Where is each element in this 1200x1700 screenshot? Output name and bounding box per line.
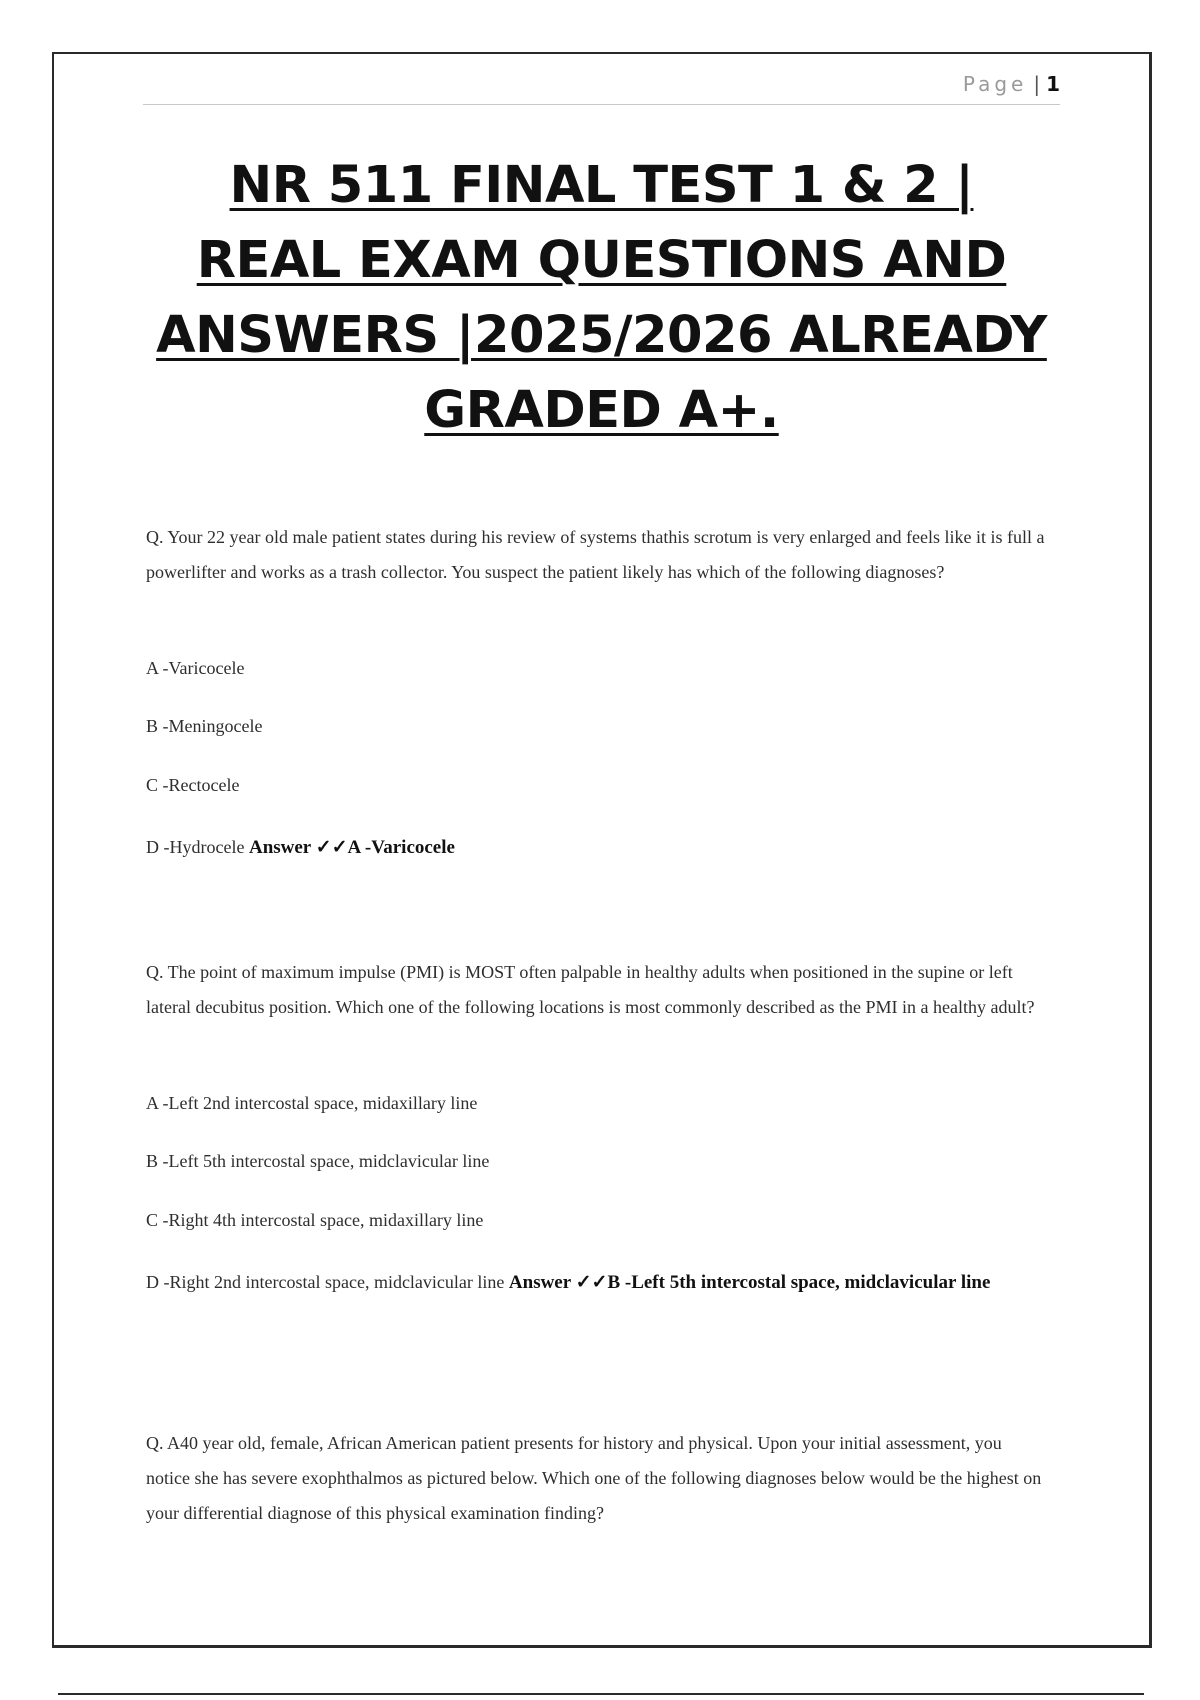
page-number: 1 <box>1046 72 1060 96</box>
answer-label: Answer ✓✓ <box>508 1272 608 1293</box>
question-1-option-c: C -Rectocele <box>146 775 240 795</box>
document-title <box>143 148 1060 448</box>
question-1-answer: A -Varicocele <box>347 837 455 858</box>
question-1 <box>146 520 1046 590</box>
question-2-option-c: C -Right 4th intercostal space, midaxillary line <box>146 1210 484 1230</box>
page-label: Page <box>962 72 1028 96</box>
title-line-2: REAL EXAM QUESTIONS AND <box>196 231 1007 290</box>
header-rule <box>143 104 1060 105</box>
question-1-option-d: D -Hydrocele <box>146 837 245 857</box>
bottom-rule <box>58 1693 1144 1695</box>
question-1-option-a: A -Varicocele <box>146 658 245 678</box>
question-2-option-d: D -Right 2nd intercostal space, midclavicular line <box>146 1272 505 1292</box>
question-1-option-d-with-answer <box>146 827 1046 868</box>
title-line-4: GRADED A+. <box>424 381 779 440</box>
page-header <box>143 72 1060 96</box>
question-2-option-d-with-answer <box>146 1262 1046 1303</box>
question-1-text: Q. Your 22 year old male patient states during his review of systems thathis scrotum is very enlarged and feels like it is full a powerlifter and works as a trash collector. You suspect the patient likely has which of the following diagnoses? <box>146 527 1045 582</box>
question-2-answer: B -Left 5th intercostal space, midclavicular line <box>607 1272 991 1293</box>
question-3-text: Q. A40 year old, female, African American patient presents for history and physical. Upon your initial assessment, you notice she has severe exophthalmos as pictured below. Which one of the following diagnoses below would be the highest on your differential diagnose of this physical examination finding? <box>146 1433 1042 1523</box>
question-2-text: Q. The point of maximum impulse (PMI) is MOST often palpable in healthy adults when positioned in the supine or left lateral decubitus position. Which one of the following locations is most commonly described as the PMI in a healthy adult? <box>146 962 1035 1017</box>
answer-label: Answer ✓✓ <box>248 837 348 858</box>
question-3 <box>146 1426 1046 1531</box>
question-2 <box>146 955 1046 1025</box>
question-2-option-b: B -Left 5th intercostal space, midclavicular line <box>146 1151 490 1171</box>
question-1-option-b: B -Meningocele <box>146 716 263 736</box>
question-2-option-a: A -Left 2nd intercostal space, midaxillary line <box>146 1093 478 1113</box>
page-separator: | <box>1033 72 1041 96</box>
title-line-1: NR 511 FINAL TEST 1 & 2 | <box>229 156 974 215</box>
title-line-3: ANSWERS |2025/2026 ALREADY <box>156 306 1047 365</box>
